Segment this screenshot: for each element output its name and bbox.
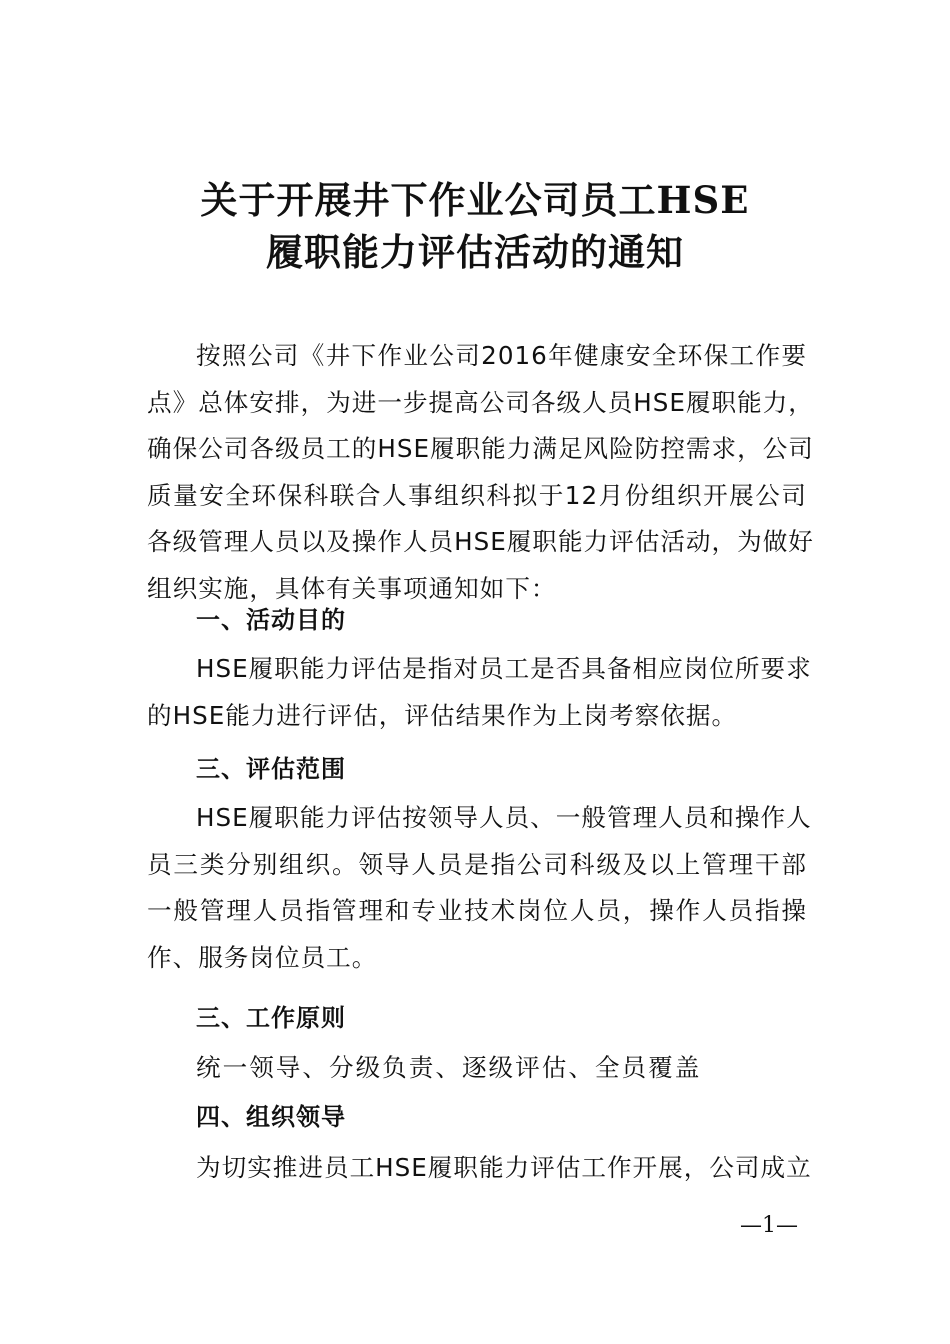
- section-paragraph-purpose: [147, 646, 812, 739]
- page-number: —1—: [740, 1213, 798, 1238]
- paragraph-line: 一般管理人员指管理和专业技术岗位人员，操作人员指操: [147, 896, 807, 925]
- document-title-line-1: 关于开展井下作业公司员工HSE: [200, 178, 750, 222]
- document-title-line-2: 履职能力评估活动的通知: [266, 230, 684, 274]
- intro-line: 组织实施，具体有关事项通知如下：: [147, 573, 557, 603]
- paragraph-line: 作、服务岗位员工。: [147, 942, 378, 972]
- intro-line: 点》总体安排，为进一步提高公司各级人员HSE履职能力，: [147, 387, 814, 417]
- section-paragraph-scope: [147, 795, 812, 981]
- paragraph-line: 为切实推进员工HSE履职能力评估工作开展，公司成立: [196, 1153, 812, 1182]
- section-text-principles: 统一领导、分级负责、逐级评估、全员覆盖: [196, 1053, 702, 1082]
- section-paragraph-organization: [147, 1145, 812, 1192]
- intro-line: 质量安全环保科联合人事组织科拟于12月份组织开展公司: [147, 480, 807, 510]
- intro-line: 各级管理人员以及操作人员HSE履职能力评估活动，为做好: [147, 527, 814, 556]
- paragraph-line: HSE履职能力评估按领导人员、一般管理人员和操作人: [196, 803, 812, 832]
- intro-line: 按照公司《井下作业公司2016年健康安全环保工作要: [196, 341, 807, 370]
- section-heading-organization: 四、组织领导: [196, 1103, 346, 1131]
- section-heading-purpose: 一、活动目的: [196, 606, 346, 634]
- intro-paragraph: [147, 333, 814, 612]
- paragraph-line: HSE履职能力评估是指对员工是否具备相应岗位所要求: [196, 654, 812, 683]
- paragraph-line: 员三类分别组织。领导人员是指公司科级及以上管理干部: [147, 849, 807, 879]
- section-heading-scope: 三、评估范围: [196, 755, 346, 783]
- paragraph-line: 的HSE能力进行评估，评估结果作为上岗考察依据。: [147, 700, 738, 730]
- intro-line: 确保公司各级员工的HSE履职能力满足风险防控需求，公司: [147, 434, 814, 463]
- section-heading-principles: 三、工作原则: [196, 1004, 346, 1032]
